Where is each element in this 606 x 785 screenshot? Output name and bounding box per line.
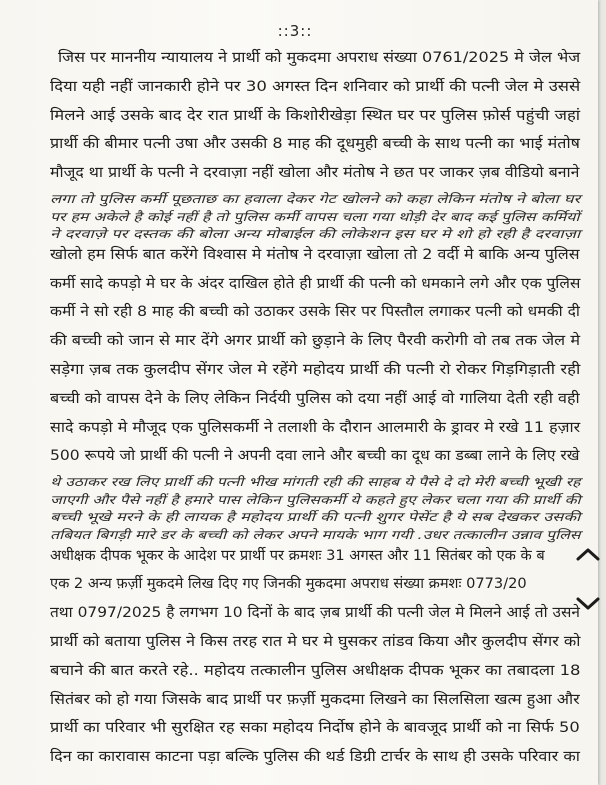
text-line: बच्ची को वापस देने के लिए लेकिन निर्दयी पुलिस को दया नहीं आई वो गालिया देती रही वही [50, 389, 580, 407]
text-line: कर्मी सादे कपड़ो मे घर के अंदर दाखिल होते ही प्रार्थी की पत्नी को धमकाने लगे और एक पुलिस [50, 274, 581, 292]
text-line: ने दरवाज़े पर दस्तक की बोला अन्य मोबाईल की लोकेशन इस घर मे शो हो रही है दरवाज़ा [50, 227, 581, 242]
text-line: की बच्ची को जान से मार देंगे अगर प्रार्थी को छुड़ाने के लिए पैरवी करोगी वो तब तक जेल मे [50, 332, 581, 350]
text-line: मौजूद था प्रार्थी के पत्नी ने दरवाज़ा नहीं खोला और मंतोष ने छत पर जाकर ज़ब वीडियो बनाने [50, 164, 580, 182]
text-line: तबियत बिगड़ी मारे डर के बच्ची को लेकर अपने मायके भाग गयी .उधर तत्कालीन उन्नाव पुलिस [50, 527, 581, 542]
text-line: एक 2 अन्य फ़र्ज़ी मुकदमे लिख दिए गए जिनकी मुकदमा अपराध संख्या क्रमशः 0773/20 [50, 575, 527, 593]
chevron-up-icon[interactable] [575, 546, 601, 562]
chevron-down-icon[interactable] [575, 596, 601, 612]
text-line: प्रार्थी को बताया पुलिस ने किस तरह रात मे घर मे घुसकर तांडव किया और कुलदीप सेंगर को [50, 632, 581, 650]
text-line: दिन का कारावास काटना पड़ा बल्कि पुलिस की थर्ड डिग्री टार्चर के साथ ही उसके परिवार का [50, 748, 580, 766]
text-line: दिया यही नहीं जानकारी होने पर 30 अगस्त दिन शनिवार को प्रार्थी की पत्नी जेल मे उससे [50, 77, 581, 95]
text-line: तथा 0797/2025 है लगभग 10 दिनों के बाद ज़ब प्रार्थी की पत्नी जेल मे मिलने आई तो उसने [50, 604, 580, 622]
text-line: बचाने की बात करते रहे.. महोदय तत्कालीन पुलिस अधीक्षक दीपक भूकर का तबादला 18 [50, 661, 581, 679]
letter-body [50, 48, 580, 776]
text-line: लगा तो पुलिस कर्मी पूछताछ का हवाला देकर गेट खोलने को कहा लेकिन मंतोष ने बोला घर [50, 191, 581, 206]
page-scroll-controls [573, 546, 603, 612]
text-line: जिस पर माननीय न्यायालय ने प्रार्थी को मुकदमा अपराध संख्या 0761/2025 मे जेल भेज [58, 49, 581, 66]
text-line: प्रार्थी का परिवार भी सुरक्षित रह सका महोदय निर्दोष होने के बावजूद प्रार्थी को ना सिर्फ 50 [50, 719, 580, 737]
text-line: सितंबर को हो गया जिसके बाद प्रार्थी पर फ़र्ज़ी मुकदमा लिखने का सिलसिला खत्म हुआ और [50, 690, 580, 708]
page-number: ::3:: [277, 22, 313, 40]
text-line: सादे कपड़ो मे मौजूद एक पुलिसकर्मी ने तलाशी के दौरान आलमारी के ड्रावर मे रखे 11 हज़ार [50, 418, 581, 436]
text-line: प्रार्थी की बीमार पत्नी उषा और उसकी 8 माह की दूधमुही बच्ची के साथ पत्नी का भाई मंतोष [50, 135, 580, 153]
text-line: जाएगी और पैसे नहीं है हमारे पास लेकिन पुलिसकर्मी ये कहते हुए लेकर चला गया की प्रार्थी की [50, 492, 581, 507]
text-line: मिलने आई उसके बाद देर रात प्रार्थी के किशोरीखेड़ा स्थित घर पर पुलिस फ़ोर्स पहुंची जहां [50, 106, 581, 124]
text-line: अधीक्षक दीपक भूकर के आदेश पर प्रार्थी पर क्रमशः 31 अगस्त और 11 सितंबर को एक के ब [50, 546, 545, 564]
text-line: सड़ेगा ज़ब तक कुलदीप सेंगर जेल मे रहेंगे महोदय प्रार्थी की पत्नी रो रोकर गिड़गिड़ाती रही [50, 360, 581, 378]
text-line: बच्ची भूखे मरने के ही लायक है महोदय प्रार्थी की पत्नी शुगर पेसेंट है ये सब देखकर उसकी [50, 510, 581, 525]
text-line: खोलो हम सिर्फ बात करेंगे विश्वास मे मंतोष ने दरवाज़ा खोला तो 2 वर्दी मे बाकि अन्य पुलिस [50, 245, 580, 263]
text-line: थे उठाकर रख लिए प्रार्थी की पत्नी भीख मांगती रही की साहब ये पैसे दे दो मेरी बच्ची भूखी रह [50, 475, 581, 490]
text-line: पर हम अकेले है कोई नहीं है तो पुलिस कर्मी वापस चला गया थोड़ी देर बाद कई पुलिस कर्मियों [50, 209, 580, 224]
text-line: 500 रूपये जो प्रार्थी की पत्नी ने अपनी दवा लाने और बच्ची का दूध का डब्बा लाने के लिए रखे [50, 447, 580, 465]
text-line: कर्मी ने सो रही 8 माह की बच्ची को उठाकर उसके सिर पर पिस्तौल लगाकर पत्नी को धमकी दी [50, 303, 580, 321]
